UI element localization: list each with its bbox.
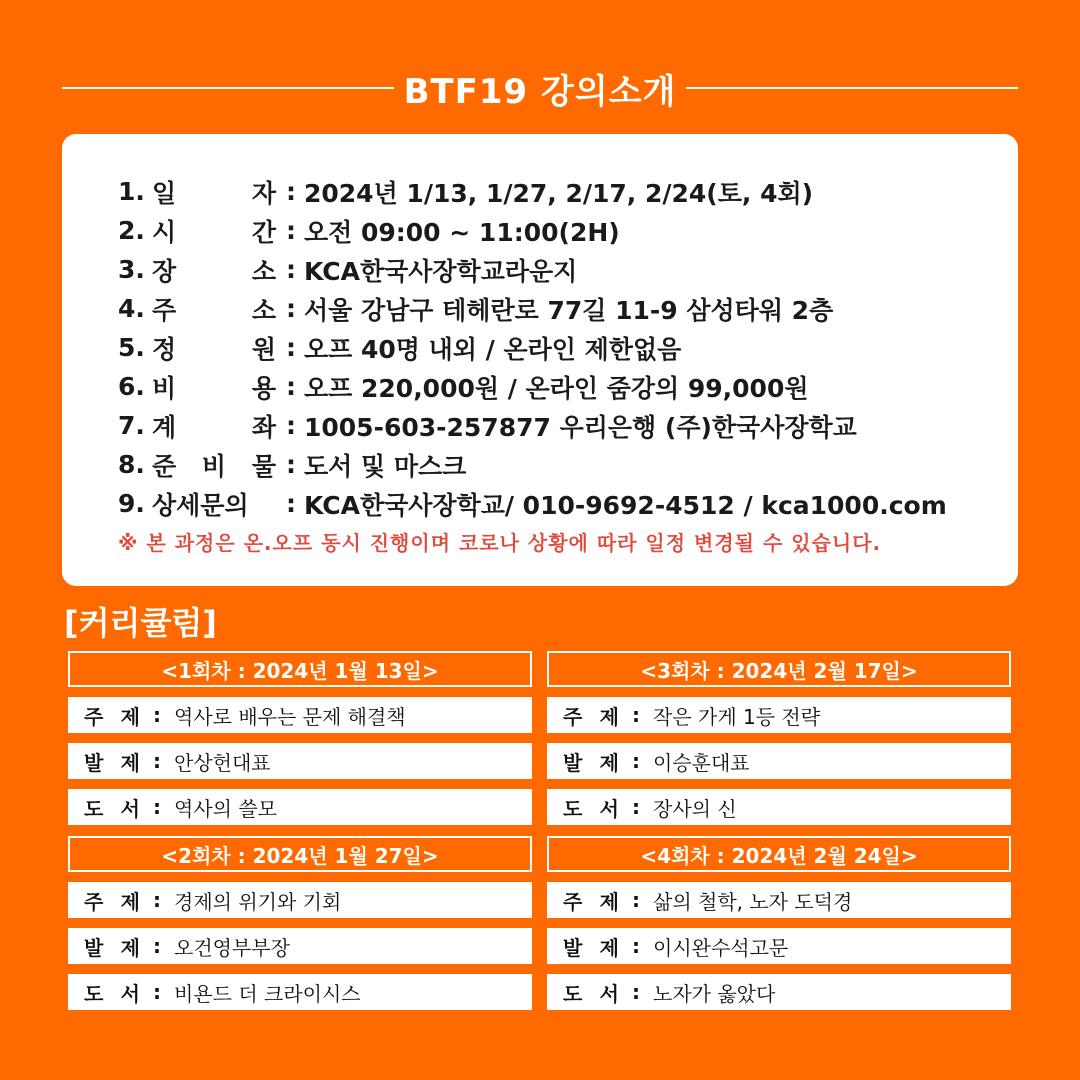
session-key-char: 제 xyxy=(599,889,619,914)
session-key-char: 도 xyxy=(563,796,583,821)
session-key-char: 제 xyxy=(599,935,619,960)
info-value: KCA한국사장학교라운지 xyxy=(304,256,578,286)
session-row-value: 비욘드 더 크라이시스 xyxy=(174,981,361,1006)
info-label-char: 주 xyxy=(152,295,177,325)
info-number: 4. xyxy=(118,294,145,323)
info-row xyxy=(118,484,1018,523)
info-colon: : xyxy=(286,294,296,323)
session-card-3 xyxy=(547,651,1011,825)
session-row xyxy=(68,743,532,779)
session-row-value: 노자가 옳았다 xyxy=(653,981,776,1006)
session-key-char: 발 xyxy=(563,935,583,960)
info-colon: : xyxy=(286,333,296,362)
notice-text: ※ 본 과정은 온.오프 동시 진행이며 코로나 상황에 따라 일정 변경될 수 있습니다. xyxy=(118,531,882,555)
session-key-char: 주 xyxy=(84,889,104,914)
session-row-value: 작은 가게 1등 전략 xyxy=(653,704,821,729)
info-label-char: 원 xyxy=(251,334,276,364)
info-label-char: 소 xyxy=(251,256,276,286)
info-number: 5. xyxy=(118,333,145,362)
session-header: <3회차 : 2024년 2월 17일> xyxy=(547,651,1011,687)
session-row-key xyxy=(563,886,619,915)
session-key-char: 주 xyxy=(84,704,104,729)
info-number: 3. xyxy=(118,255,145,284)
session-key-char: 주 xyxy=(563,889,583,914)
session-colon: : xyxy=(153,749,161,773)
page-title: BTF19 강의소개 xyxy=(403,71,677,112)
session-key-char: 제 xyxy=(120,750,140,775)
info-label-char: 계 xyxy=(152,412,177,442)
session-card-2 xyxy=(68,836,532,1010)
session-key-char: 도 xyxy=(84,981,104,1006)
info-label-char: 좌 xyxy=(251,412,276,442)
session-row xyxy=(68,928,532,964)
session-row-value: 이승훈대표 xyxy=(653,750,750,775)
session-colon: : xyxy=(153,980,161,1004)
info-number: 8. xyxy=(118,450,145,479)
info-label xyxy=(152,291,282,327)
info-row xyxy=(118,172,1018,211)
session-row-key xyxy=(84,701,140,730)
session-row xyxy=(68,974,532,1010)
session-row-value: 오건영부부장 xyxy=(174,935,290,960)
session-colon: : xyxy=(632,888,640,912)
session-colon: : xyxy=(632,749,640,773)
info-row xyxy=(118,211,1018,250)
info-colon: : xyxy=(286,177,296,206)
info-label-char: 상세문의 xyxy=(152,490,249,520)
info-row xyxy=(118,289,1018,328)
session-key-char: 서 xyxy=(599,796,619,821)
title-right-rule xyxy=(686,87,1018,89)
session-colon: : xyxy=(632,934,640,958)
title-bar xyxy=(62,60,1018,116)
session-row xyxy=(547,882,1011,918)
session-row-value: 안상헌대표 xyxy=(174,750,271,775)
info-colon: : xyxy=(286,411,296,440)
info-label-char: 자 xyxy=(251,178,276,208)
session-card-1 xyxy=(68,651,532,825)
session-row xyxy=(68,697,532,733)
info-label xyxy=(152,369,282,405)
session-row-key xyxy=(563,793,619,822)
session-row xyxy=(68,789,532,825)
session-row xyxy=(547,974,1011,1010)
session-colon: : xyxy=(632,795,640,819)
session-row-value: 이시완수석고문 xyxy=(653,935,789,960)
info-colon: : xyxy=(286,372,296,401)
session-header: <2회차 : 2024년 1월 27일> xyxy=(68,836,532,872)
session-row-value: 역사의 쓸모 xyxy=(174,796,277,821)
info-label-char: 장 xyxy=(152,256,177,286)
session-row-key xyxy=(84,793,140,822)
session-colon: : xyxy=(632,980,640,1004)
info-number: 6. xyxy=(118,372,145,401)
session-row-key xyxy=(563,978,619,1007)
session-key-char: 제 xyxy=(599,704,619,729)
session-row-key xyxy=(563,701,619,730)
session-colon: : xyxy=(632,703,640,727)
session-row-value: 역사로 배우는 문제 해결책 xyxy=(174,704,406,729)
session-key-char: 도 xyxy=(84,796,104,821)
session-key-char: 서 xyxy=(599,981,619,1006)
info-label-char: 일 xyxy=(152,178,177,208)
session-row xyxy=(547,743,1011,779)
session-row-value: 장사의 신 xyxy=(653,796,737,821)
session-row-key xyxy=(563,747,619,776)
session-row-key xyxy=(84,886,140,915)
title-left-rule xyxy=(62,87,394,89)
info-number: 7. xyxy=(118,411,145,440)
session-colon: : xyxy=(153,703,161,727)
session-key-char: 서 xyxy=(120,981,140,1006)
info-label-char: 준 xyxy=(152,451,177,481)
info-label xyxy=(152,486,282,522)
info-row xyxy=(118,328,1018,367)
session-row xyxy=(547,789,1011,825)
session-key-char: 주 xyxy=(563,704,583,729)
session-key-char: 서 xyxy=(120,796,140,821)
info-row xyxy=(118,367,1018,406)
session-key-char: 제 xyxy=(120,889,140,914)
info-list xyxy=(118,172,1018,523)
session-key-char: 제 xyxy=(120,935,140,960)
info-value: 도서 및 마스크 xyxy=(304,451,467,481)
info-row xyxy=(118,250,1018,289)
session-header: <1회차 : 2024년 1월 13일> xyxy=(68,651,532,687)
session-row-key xyxy=(84,932,140,961)
info-row xyxy=(118,406,1018,445)
info-card xyxy=(62,134,1018,586)
info-value: 서울 강남구 테헤란로 77길 11-9 삼성타워 2층 xyxy=(304,295,834,325)
info-number: 1. xyxy=(118,177,145,206)
session-key-char: 제 xyxy=(599,750,619,775)
info-label xyxy=(152,447,282,483)
session-key-char: 도 xyxy=(563,981,583,1006)
session-row xyxy=(547,697,1011,733)
info-label xyxy=(152,252,282,288)
info-label-char: 용 xyxy=(251,373,276,403)
session-key-char: 발 xyxy=(563,750,583,775)
session-colon: : xyxy=(153,934,161,958)
info-row xyxy=(118,445,1018,484)
info-value: 오프 40명 내외 / 온라인 제한없음 xyxy=(304,334,682,364)
session-row-key xyxy=(84,747,140,776)
session-row-value: 삶의 철학, 노자 도덕경 xyxy=(653,889,853,914)
session-key-char: 발 xyxy=(84,750,104,775)
info-label xyxy=(152,408,282,444)
session-row-value: 경제의 위기와 기회 xyxy=(174,889,342,914)
info-label-char: 비 xyxy=(201,451,227,481)
info-colon: : xyxy=(286,255,296,284)
info-label-char: 간 xyxy=(251,217,276,247)
info-label-char: 물 xyxy=(251,451,276,481)
session-key-char: 제 xyxy=(120,704,140,729)
info-value: 오전 09:00 ~ 11:00(2H) xyxy=(304,217,620,247)
session-colon: : xyxy=(153,888,161,912)
session-row xyxy=(547,928,1011,964)
info-colon: : xyxy=(286,216,296,245)
info-label xyxy=(152,330,282,366)
info-value: 1005-603-257877 우리은행 (주)한국사장학교 xyxy=(304,412,857,442)
session-header: <4회차 : 2024년 2월 24일> xyxy=(547,836,1011,872)
session-card-4 xyxy=(547,836,1011,1010)
session-colon: : xyxy=(153,795,161,819)
info-label xyxy=(152,174,282,210)
info-label-char: 비 xyxy=(152,373,177,403)
curriculum-title: [커리큘럼] xyxy=(64,604,217,642)
session-row xyxy=(68,882,532,918)
info-value: KCA한국사장학교/ 010-9692-4512 / kca1000.com xyxy=(304,490,947,520)
info-value: 오프 220,000원 / 온라인 줌강의 99,000원 xyxy=(304,373,809,403)
info-number: 9. xyxy=(118,489,145,518)
info-number: 2. xyxy=(118,216,145,245)
info-label-char: 정 xyxy=(152,334,177,364)
session-row-key xyxy=(563,932,619,961)
info-colon: : xyxy=(286,450,296,479)
info-colon: : xyxy=(286,489,296,518)
info-value: 2024년 1/13, 1/27, 2/17, 2/24(토, 4회) xyxy=(304,178,814,208)
info-label-char: 시 xyxy=(152,217,177,247)
info-label xyxy=(152,213,282,249)
session-key-char: 발 xyxy=(84,935,104,960)
session-row-key xyxy=(84,978,140,1007)
info-label-char: 소 xyxy=(251,295,276,325)
